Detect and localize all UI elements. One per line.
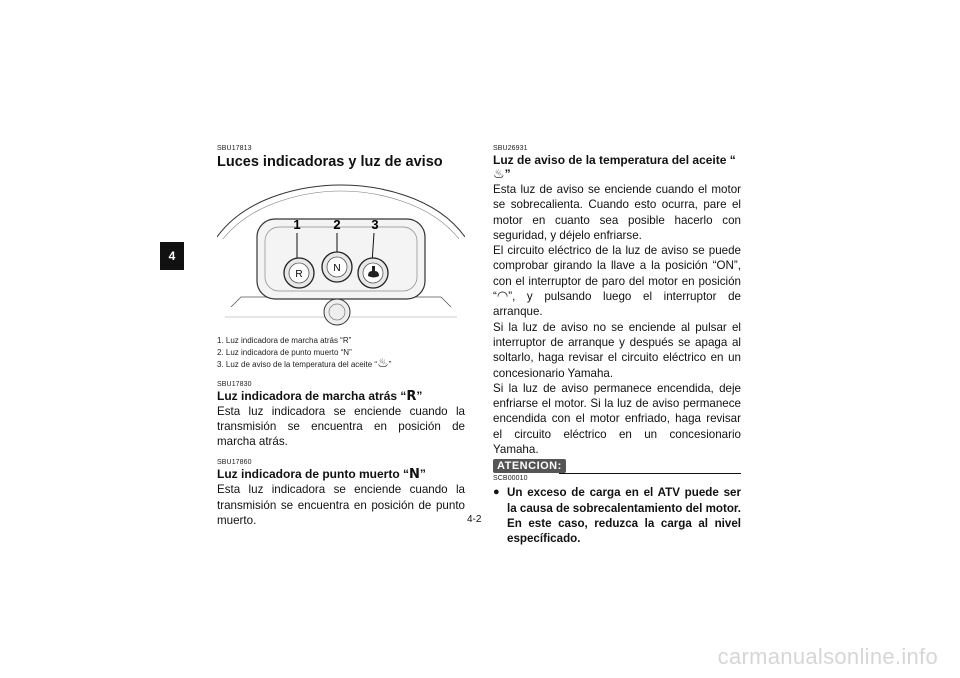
paragraph-2-text: El circuito eléctrico de la luz de aviso se puede comprobar girando la llave a la posición “ON”, con el interruptor de paro del motor en posición “ bbox=[493, 244, 741, 304]
oil-temp-heading-end: ” bbox=[504, 167, 511, 181]
caption-3 bbox=[217, 358, 465, 371]
callout-1: 1 bbox=[293, 217, 301, 232]
section-code: SBU17813 bbox=[217, 145, 252, 152]
reverse-light-label: R bbox=[295, 269, 303, 280]
reverse-heading bbox=[217, 389, 465, 404]
callout-3: 3 bbox=[371, 217, 379, 232]
watermark: carmanualsonline.info bbox=[717, 644, 938, 669]
neutral-code: SBU17860 bbox=[217, 459, 252, 467]
neutral-text: Esta luz indicadora se enciende cuando la transmisión se encuentra en posición de punto muerto. bbox=[217, 483, 465, 527]
oil-temp-icon: ♨ bbox=[493, 167, 505, 182]
neutral-heading bbox=[217, 467, 465, 482]
neutral-light-label: N bbox=[333, 263, 341, 274]
caption-1: 1. Luz indicadora de marcha atrás “R” bbox=[217, 336, 352, 345]
oil-temp-paragraph-3: Si la luz de aviso no se enciende al pulsar el interruptor de arranque y después se apaga al soltarlo, haga revisar el circuito eléctrico en un concesionario Yamaha. bbox=[493, 320, 741, 380]
oil-temp-paragraph-2 bbox=[493, 243, 741, 319]
oil-temp-icon: ♨ bbox=[377, 356, 389, 371]
oil-temp-paragraph-4: Si la luz de aviso permanece encendida, deje enfriarse el motor. Si la luz de aviso permanece encendida con el motor enfriado, haga revisar el circuito eléctrico en un concesionario Yamaha. bbox=[493, 381, 741, 457]
paragraph-2-end: ”, y pulsando luego el interruptor de arranque. bbox=[493, 290, 741, 319]
oil-temp-paragraph-1: Esta luz de aviso se enciende cuando el motor se sobrecalienta. Cuando esto ocurra, pare el motor en cuanto sea posible hacerlo con seguridad, y déjelo enfriarse. bbox=[493, 183, 741, 242]
neutral-indicator-light bbox=[322, 252, 352, 282]
oil-temp-heading bbox=[493, 153, 741, 182]
reverse-symbol: R bbox=[406, 388, 417, 404]
indicator-panel-illustration bbox=[217, 177, 465, 329]
bullet-icon: ● bbox=[493, 486, 500, 499]
figure-captions bbox=[217, 335, 465, 371]
reverse-indicator-light bbox=[284, 258, 314, 288]
reverse-heading-text: Luz indicadora de marcha atrás “ bbox=[217, 388, 407, 403]
oil-temp-warning-light bbox=[358, 258, 388, 288]
engine-stop-icon: ◠ bbox=[496, 289, 509, 305]
attention-label: ATENCION: bbox=[493, 459, 566, 473]
oil-temp-heading-text: Luz de aviso de la temperatura del aceite “ bbox=[493, 153, 736, 167]
neutral-heading-text: Luz indicadora de punto muerto “ bbox=[217, 467, 409, 482]
attention-banner bbox=[493, 459, 741, 475]
left-column bbox=[217, 145, 465, 528]
callout-2: 2 bbox=[333, 217, 341, 232]
caption-3-end: ” bbox=[388, 360, 392, 369]
caption-3-text: 3. Luz de aviso de la temperatura del aceite “ bbox=[217, 360, 378, 369]
attention-rule bbox=[559, 473, 741, 474]
indicator-panel-figure bbox=[217, 177, 465, 329]
attention-bullet bbox=[493, 485, 741, 546]
caption-2: 2. Luz indicadora de punto muerto “N” bbox=[217, 347, 352, 357]
reverse-heading-end: ” bbox=[416, 388, 423, 403]
page-number: 4-2 bbox=[467, 514, 482, 525]
reverse-text: Esta luz indicadora se enciende cuando la transmisión se encuentra en posición de marcha atrás. bbox=[217, 404, 465, 449]
section-title: Luces indicadoras y luz de aviso bbox=[217, 154, 443, 170]
reverse-code: SBU17830 bbox=[217, 380, 252, 388]
chapter-tab: 4 bbox=[160, 242, 184, 270]
right-column bbox=[493, 145, 741, 547]
neutral-heading-end: ” bbox=[419, 467, 426, 482]
oil-temp-code: SBU26931 bbox=[493, 145, 528, 152]
attention-code: SCB00010 bbox=[493, 475, 528, 483]
attention-text: Un exceso de carga en el ATV puede ser la causa de sobrecalentamiento del motor. En este caso, reduzca la carga al nivel específicado. bbox=[507, 486, 741, 546]
neutral-symbol: N bbox=[409, 467, 420, 483]
